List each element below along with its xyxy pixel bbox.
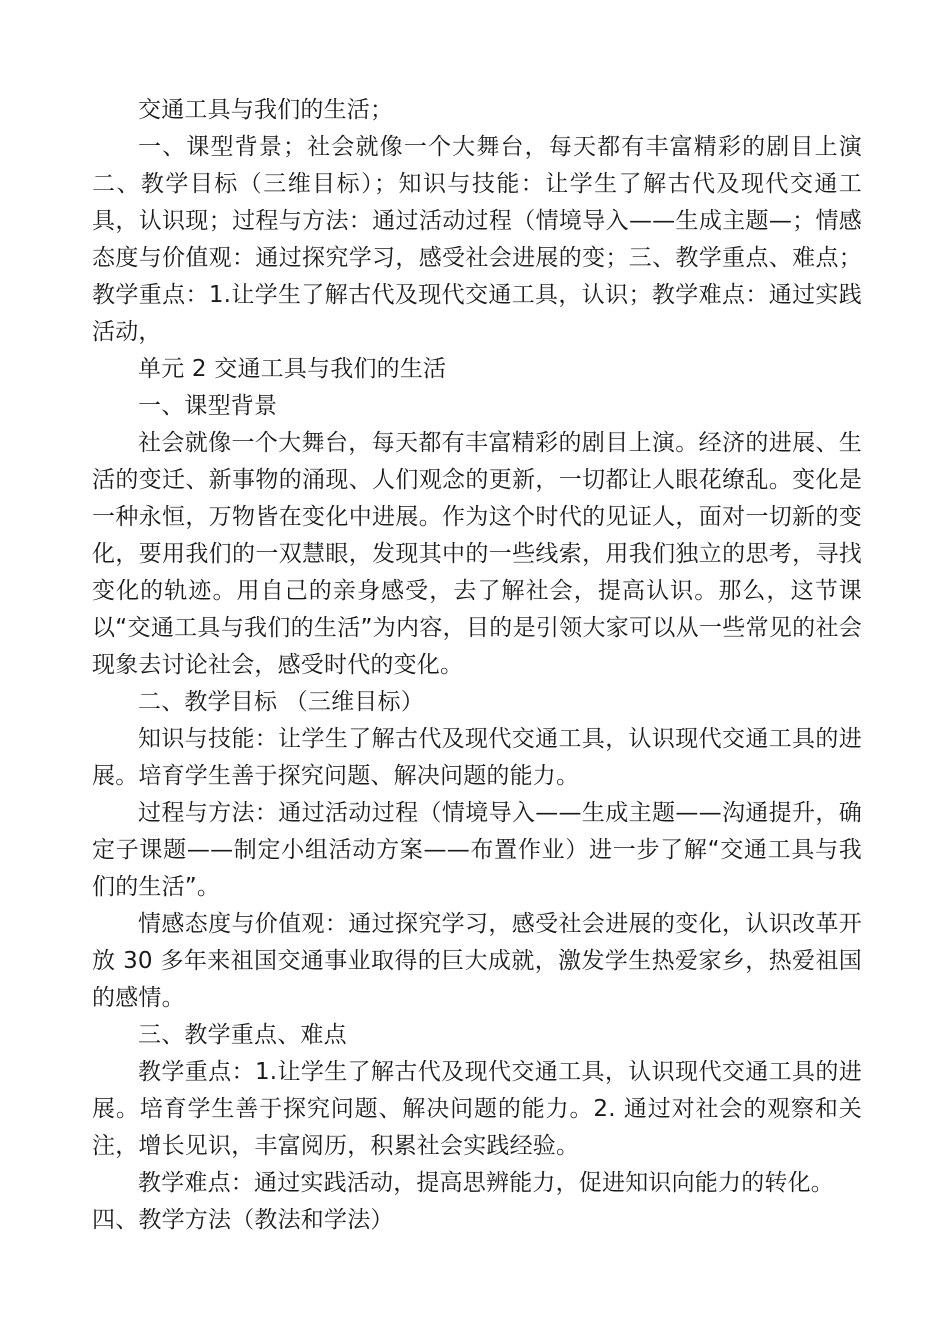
title-line: 交通工具与我们的生活； [138, 97, 394, 123]
knowledge-paragraph: 知识与技能：让学生了解古代及现代交通工具，认识现代交通工具的进展。培育学生善于探究问题、解决问题的能力。 [92, 726, 862, 789]
section-heading-methods: 四、教学方法（教法和学法） [92, 1207, 394, 1233]
process-paragraph: 过程与方法：通过活动过程（情境导入——生成主题——沟通提升，确定子课题——制定小组活动方案——布置作业）进一步了解“交通工具与我们的生活”。 [92, 800, 862, 900]
background-paragraph: 社会就像一个大舞台，每天都有丰富精彩的剧目上演。经济的进展、生活的变迁、新事物的涌现、人们观念的更新，一切都让人眼花缭乱。变化是一种永恒，万物皆在变化中进展。作为这个时代的见证人，面对一切新的变化，要用我们的一双慧眼，发现其中的一些线索，用我们独立的思考，寻找变化的轨迹。用自己的亲身感受，去了解社会，提高认识。那么，这节课以“交通工具与我们的生活”为内容，目的是引领大家可以从一些常见的社会现象去讨论社会，感受时代的变化。 [92, 430, 862, 678]
summary-paragraph: 一、课型背景；社会就像一个大舞台，每天都有丰富精彩的剧目上演二、教学目标（三维目标）；知识与技能：让学生了解古代及现代交通工具，认识现；过程与方法：通过活动过程（情境导入——生成主题—；情感态度与价值观：通过探究学习，感受社会进展的变；三、教学重点、难点；教学重点：1.让学生了解古代及现代交通工具，认识；教学难点：通过实践活动， [92, 134, 862, 345]
section-heading-background: 一、课型背景 [138, 393, 278, 419]
emotion-paragraph: 情感态度与价值观：通过探究学习，感受社会进展的变化，认识改革开放 30 多年来祖国交通事业取得的巨大成就，激发学生热爱家乡，热爱祖国的感情。 [92, 911, 862, 1011]
difficulties-paragraph: 教学难点：通过实践活动，提高思辨能力，促进知识向能力的转化。 [138, 1170, 834, 1196]
section-heading-objectives: 二、教学目标 （三维目标） [138, 689, 424, 715]
document-page [92, 92, 862, 1239]
section-heading-key-points: 三、教学重点、难点 [138, 1022, 347, 1048]
unit-title: 单元 2 交通工具与我们的生活 [138, 356, 447, 382]
key-points-paragraph: 教学重点：1.让学生了解古代及现代交通工具，认识现代交通工具的进展。培育学生善于探究问题、解决问题的能力。2. 通过对社会的观察和关注，增长见识，丰富阅历，积累社会实践经验。 [92, 1059, 862, 1159]
